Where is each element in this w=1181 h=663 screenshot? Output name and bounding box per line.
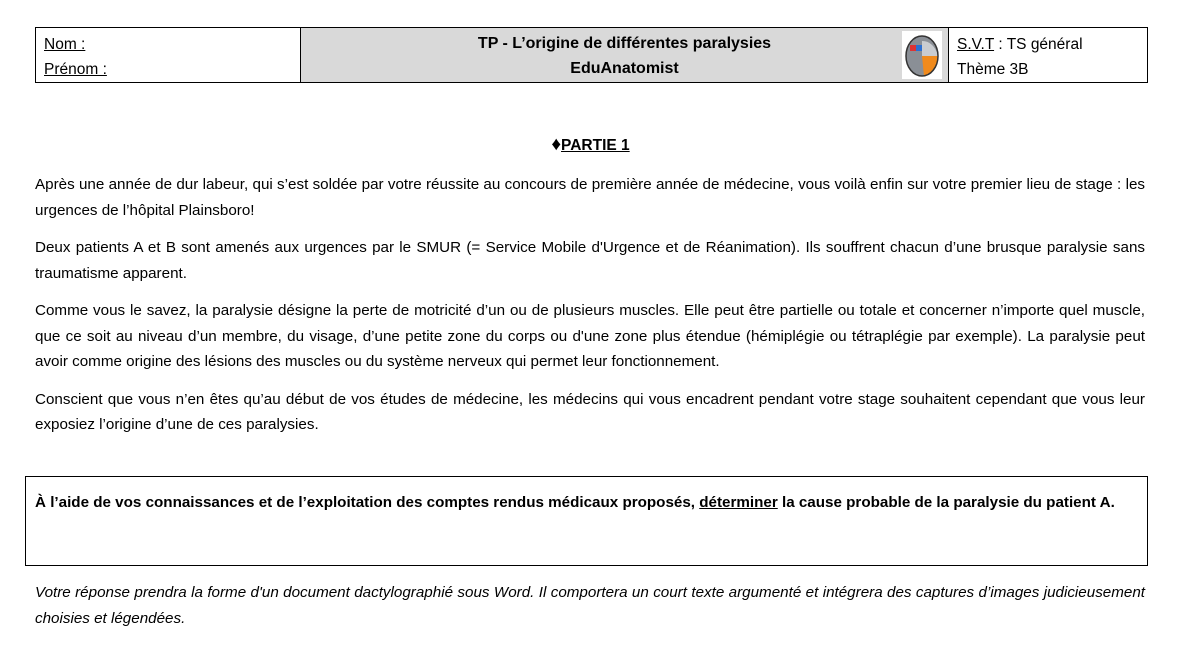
task-text-end: la cause probable de la paralysie du patient A.	[777, 494, 1115, 511]
title-cell	[301, 28, 949, 82]
subject-level: : TS général	[994, 36, 1083, 53]
title-line2: EduAnatomist	[570, 60, 679, 77]
diamond-icon: ♦	[551, 134, 562, 155]
instructions-text: Votre réponse prendra la forme d'un document dactylographié sous Word. Il comportera un court texte argumenté et intégrera des captures d’images judicieusement choisies et légendées.	[35, 584, 1145, 627]
paragraph: Après une année de dur labeur, qui s’est soldée par votre réussite au concours de première année de médecine, vous voilà enfin sur votre premier lieu de stage : les urgences de l’hôpital Plainsboro!	[35, 176, 1145, 219]
eduanatomist-logo-icon	[902, 31, 942, 79]
paragraph: Conscient que vous n’en êtes qu’au début de vos études de médecine, les médecins qui vous encadrent pendant votre stage souhaitent cependant que vous leur exposiez l’origine d’une de ces paralysies.	[35, 390, 1145, 433]
task-text: À l’aide de vos connaissances et de l’exploitation des comptes rendus médicaux proposés,	[35, 494, 700, 511]
paragraph: Deux patients A et B sont amenés aux urgences par le SMUR (= Service Mobile d'Urgence et de Réanimation). Ils souffrent chacun d’une brusque paralysie sans traumatisme apparent.	[35, 239, 1145, 282]
theme-label: Thème 3B	[957, 61, 1029, 78]
intro-text	[35, 172, 1145, 450]
section-heading	[0, 134, 1181, 156]
nom-label: Nom :	[44, 36, 86, 53]
task-box	[25, 476, 1148, 566]
title-line1: TP - L’origine de différentes paralysies	[477, 35, 772, 52]
paragraph: Comme vous le savez, la paralysie désigne la perte de motricité d’un ou de plusieurs muscles. Elle peut être partielle ou totale et concerner n’importe quel muscle, que ce soit au niveau d’un membre, du visage, d’une petite zone du corps ou d'une zone plus étendue (hémiplégie ou tétraplégie par exemple). La paralysie peut avoir comme origine des lésions des muscles ou du système nerveux qui permet leur fonctionnement.	[35, 302, 1145, 370]
prenom-label: Prénom :	[44, 61, 107, 78]
section-title: PARTIE 1	[561, 137, 630, 154]
subject-cell	[949, 28, 1147, 82]
student-cell	[36, 28, 301, 82]
task-keyword: déterminer	[699, 494, 778, 511]
subject-abbr: S.V.T	[957, 36, 995, 53]
header-table	[35, 27, 1148, 83]
